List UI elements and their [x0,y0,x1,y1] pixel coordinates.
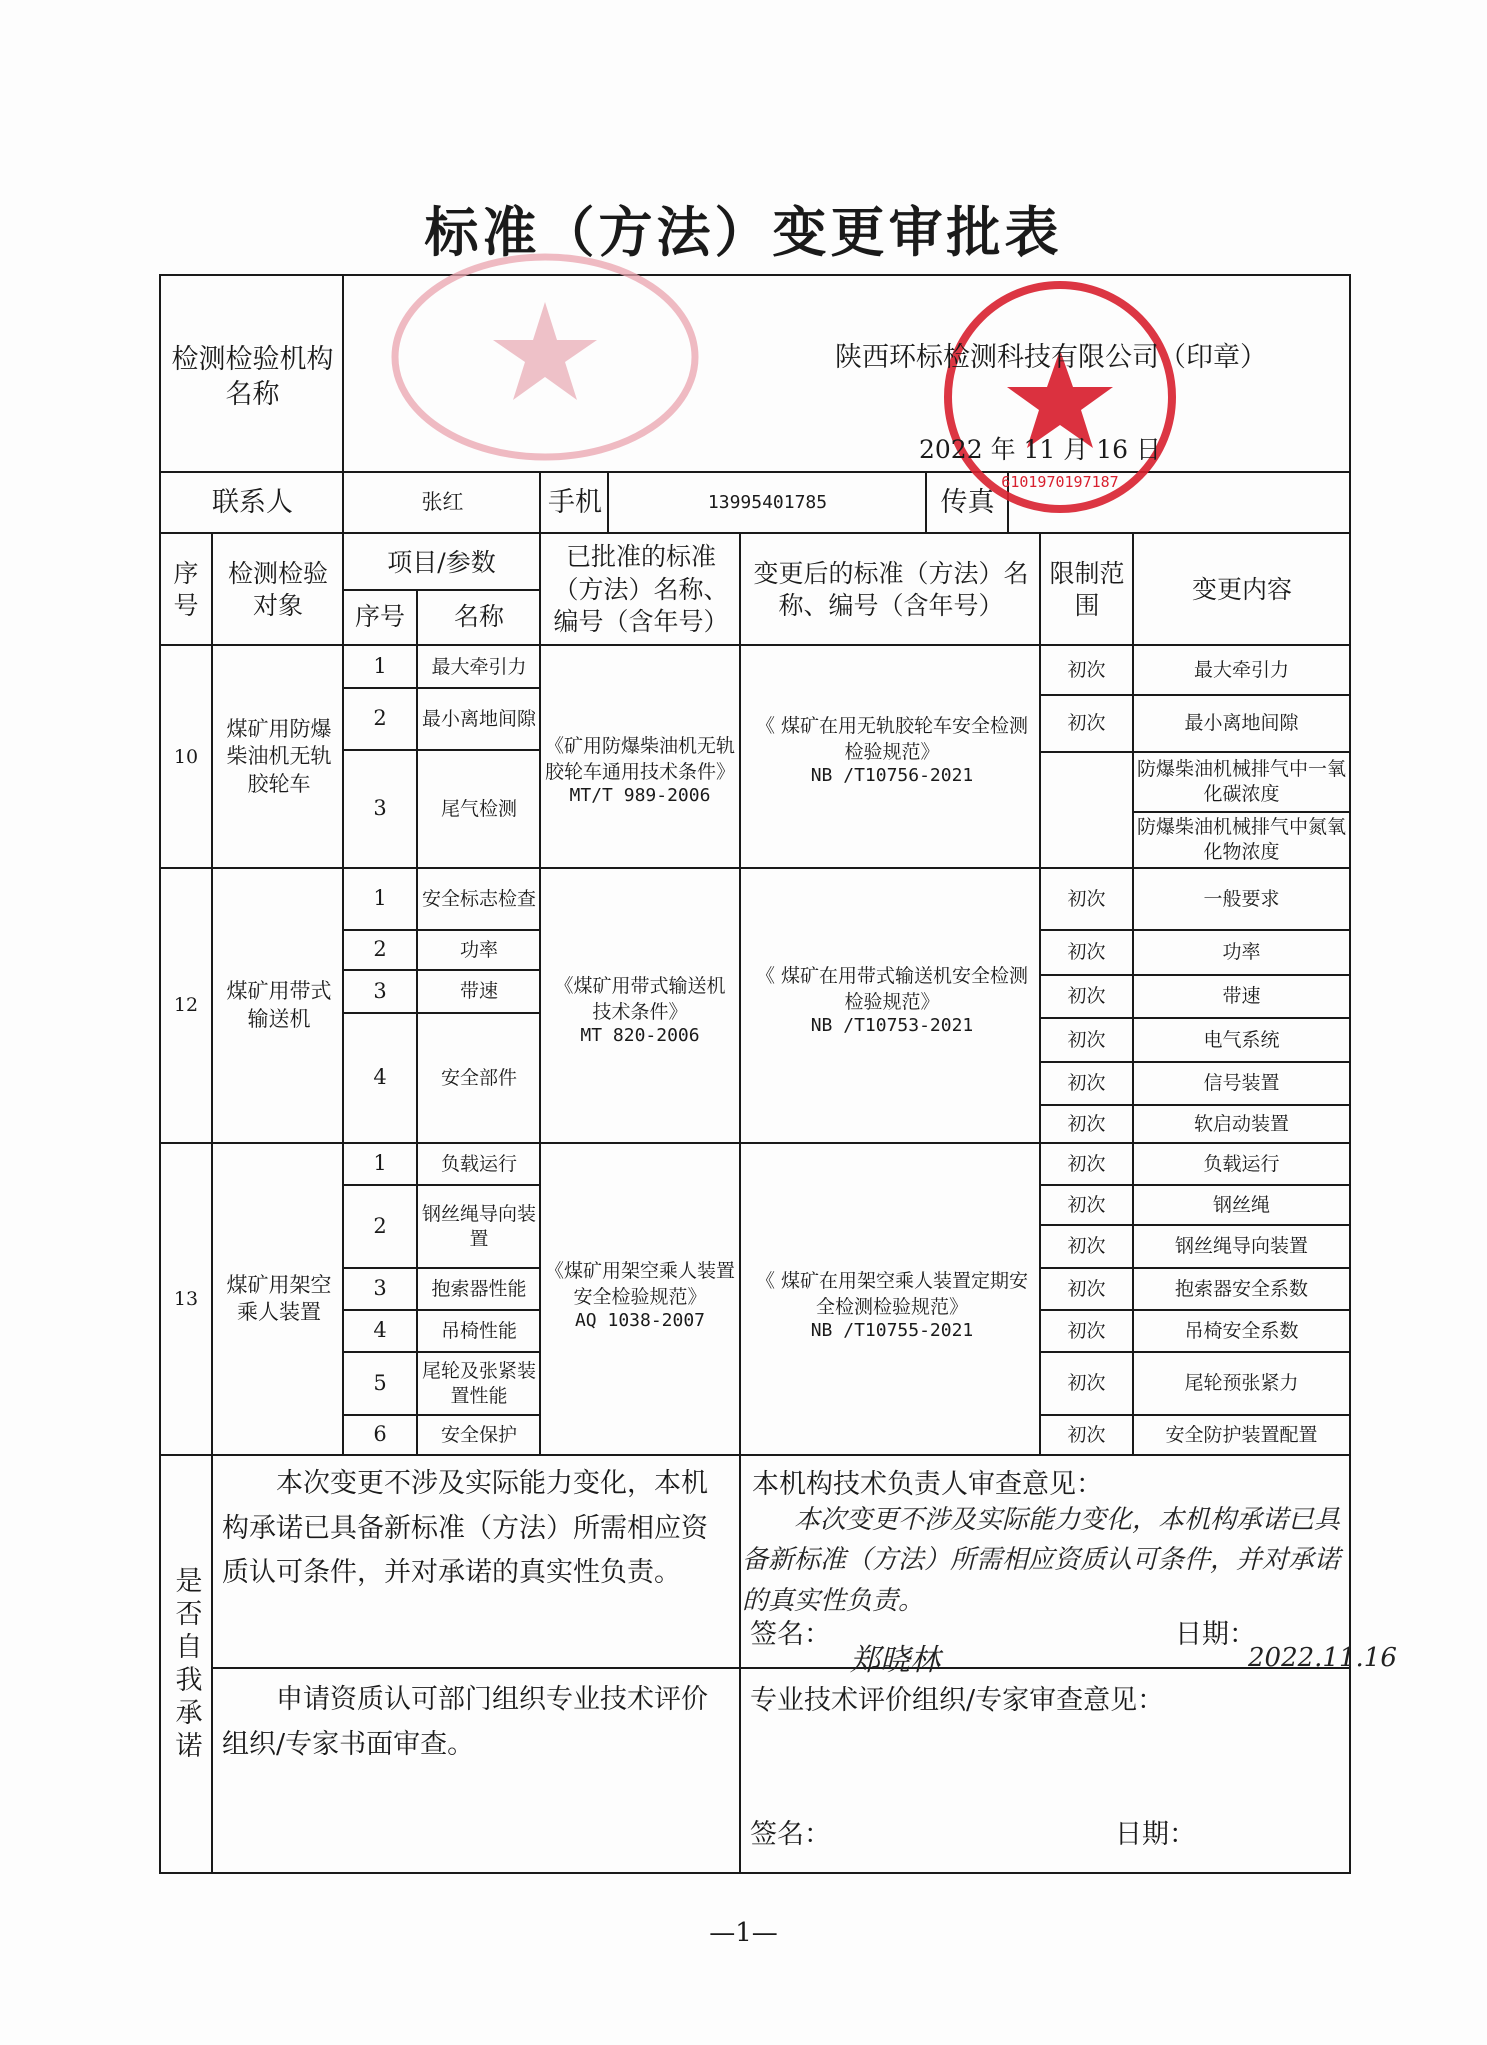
seal-code: 6101970197187 [1001,473,1119,491]
changed-standard [748,700,1036,800]
item-no: 2 [373,706,387,731]
limit-cell: 初次 [1067,1193,1106,1216]
item-name: 最大牵引力 [431,655,527,678]
item-name: 尾气检测 [440,797,517,820]
change-cell: 安全防护装置配置 [1165,1423,1318,1446]
item-no: 4 [373,1318,387,1343]
item-name: 安全标志检查 [421,887,536,910]
approved-standard [545,940,735,1080]
fax-number [1012,478,1342,528]
changed-standard-code: NB /T10756-2021 [810,765,974,787]
col-change-header: 变更内容 [1191,574,1292,604]
org-date: 2022 年 11 月 16 日 [919,434,1161,464]
date-label-2: 日期： [1115,1819,1196,1850]
change-cell: 防爆柴油机械排气中一氧化碳浓度 [1136,758,1346,805]
item-no: 1 [373,1151,387,1176]
change-cell: 吊椅安全系数 [1184,1319,1299,1342]
col-item-seq-header: 序号 [354,601,405,631]
change-cell: 信号装置 [1203,1072,1280,1095]
approved-standard [545,700,735,840]
item-no: 5 [373,1370,387,1395]
col-item-param-header: 项目/参数 [387,547,496,577]
limit-cell: 初次 [1067,1235,1106,1258]
change-cell: 最小离地间隙 [1184,712,1299,735]
group-object: 煤矿用防爆柴油机无轨胶轮车 [226,717,332,796]
item-no: 6 [373,1422,387,1447]
item-no: 1 [373,654,387,679]
item-no: 2 [373,937,387,962]
approved-standard [545,1220,735,1370]
item-name: 吊椅性能 [440,1319,517,1342]
limit-cell: 初次 [1067,712,1106,735]
fax-label: 传真 [940,487,995,519]
item-name: 钢丝绳导向装置 [421,1202,536,1250]
sign-label: 签名： [750,1619,831,1650]
col-limit-header: 限制范围 [1049,558,1125,620]
commitment-text: 本次变更不涉及实际能力变化，本机构承诺已具备新标准（方法）所需相应资质认可条件，并对承诺的真实性负责。 [222,1468,708,1589]
change-cell: 防爆柴油机械排气中氮氧化物浓度 [1136,816,1346,863]
change-cell: 钢丝绳 [1212,1193,1270,1216]
tech-review-handwriting: 本次变更不涉及实际能力变化，本机构承诺已具备新标准（方法）所需相应资质认可条件，并对承诺的真实性负责。 [742,1505,1341,1616]
change-cell: 功率 [1222,941,1261,964]
col-item-name-header: 名称 [453,601,504,631]
item-no: 4 [373,1065,387,1090]
group-seq: 10 [173,745,199,768]
limit-cell: 初次 [1067,941,1106,964]
change-cell: 最大牵引力 [1193,659,1289,682]
approved-standard-code: MT/T 989-2006 [569,785,711,807]
group-seq: 12 [173,994,199,1017]
item-name: 功率 [459,938,498,961]
limit-cell: 初次 [1067,1319,1106,1342]
changed-standard [748,950,1036,1050]
limit-cell: 初次 [1067,985,1106,1008]
approved-standard-name: 《煤矿用带式输送机 技术条件》 [554,974,726,1023]
change-cell: 负载运行 [1203,1152,1280,1175]
item-name: 安全部件 [440,1066,517,1089]
group-object: 煤矿用带式输送机 [226,979,332,1031]
contact-name: 张红 [421,490,464,515]
item-name: 负载运行 [440,1152,517,1175]
review-request-text: 申请资质认可部门组织专业技术评价组织/专家书面审查。 [222,1684,708,1760]
col-changed-header: 变更后的标准（方法）名称、编号（含年号） [753,558,1029,620]
approved-standard-name: 《煤矿用架空乘人装置安全检验规范》 [545,1259,736,1308]
document-title: 标准（方法）变更审批表 [424,201,1063,264]
change-cell: 尾轮预张紧力 [1184,1372,1299,1395]
limit-cell: 初次 [1067,659,1106,682]
change-cell: 电气系统 [1203,1028,1280,1051]
approved-standard-code: AQ 1038-2007 [574,1310,706,1332]
approved-standard-code: MT 820-2006 [580,1025,700,1047]
limit-cell: 初次 [1067,1277,1106,1300]
seal-note: （印章） [1159,342,1267,374]
changed-standard-name: 《 煤矿在用带式输送机安全检测检验规范》 [755,964,1029,1013]
limit-cell: 初次 [1067,1072,1106,1095]
phone-label: 手机 [548,487,602,519]
limit-cell: 初次 [1067,1152,1106,1175]
sign-date: 2022.11.16 [1248,1643,1397,1673]
change-cell: 软启动装置 [1193,1112,1289,1135]
item-no: 3 [373,1276,387,1301]
contact-label: 联系人 [212,487,293,519]
commitment-label: 是否自我承诺 [170,1566,202,1764]
change-cell: 钢丝绳导向装置 [1174,1235,1308,1258]
item-no: 3 [373,796,387,821]
change-cell: 抱索器安全系数 [1174,1277,1308,1300]
org-name: 陕西环标检测科技有限公司 [835,342,1159,374]
item-name: 尾轮及张紧装置性能 [421,1359,536,1407]
changed-standard [748,1250,1036,1360]
org-name-line [835,335,1305,381]
col-object-header: 检测检验对象 [227,558,328,620]
item-name: 带速 [459,980,498,1003]
changed-standard-name: 《 煤矿在用无轨胶轮车安全检测检验规范》 [755,714,1029,763]
col-approved-header: 已批准的标准（方法）名称、编号（含年号） [553,542,729,637]
limit-cell: 初次 [1067,1112,1106,1135]
limit-cell: 初次 [1067,887,1106,910]
tech-review-label: 本机构技术负责人审查意见： [752,1469,1103,1500]
org-name-label: 检测检验机构名称 [171,343,334,410]
date-label: 日期： [1175,1619,1256,1650]
page-number: —1— [709,1918,778,1948]
sign-label-2: 签名： [750,1819,831,1850]
group-object: 煤矿用架空乘人装置 [226,1272,332,1324]
item-name: 最小离地间隙 [421,707,536,730]
item-no: 2 [373,1213,387,1238]
col-seq-header: 序号 [173,558,199,620]
item-no: 1 [373,886,387,911]
group-seq: 13 [173,1287,199,1310]
item-no: 3 [373,978,387,1003]
change-cell: 带速 [1222,985,1261,1008]
approved-standard-name: 《矿用防爆柴油机无轨胶轮车通用技术条件》 [545,734,736,783]
faint-seal-stamp [385,252,705,462]
changed-standard-code: NB /T10753-2021 [810,1015,974,1037]
phone-number: 13995401785 [707,492,828,514]
signature: 郑晓林 [850,1643,940,1678]
expert-review-label: 专业技术评价组织/专家审查意见： [750,1685,1165,1716]
limit-cell: 初次 [1067,1423,1106,1446]
changed-standard-name: 《 煤矿在用架空乘人装置定期安全检测检验规范》 [755,1269,1029,1318]
item-name: 安全保护 [440,1423,517,1446]
limit-cell: 初次 [1067,1028,1106,1051]
item-name: 抱索器性能 [431,1277,527,1300]
change-cell: 一般要求 [1203,887,1280,910]
changed-standard-code: NB /T10755-2021 [810,1320,974,1342]
limit-cell: 初次 [1067,1372,1106,1395]
